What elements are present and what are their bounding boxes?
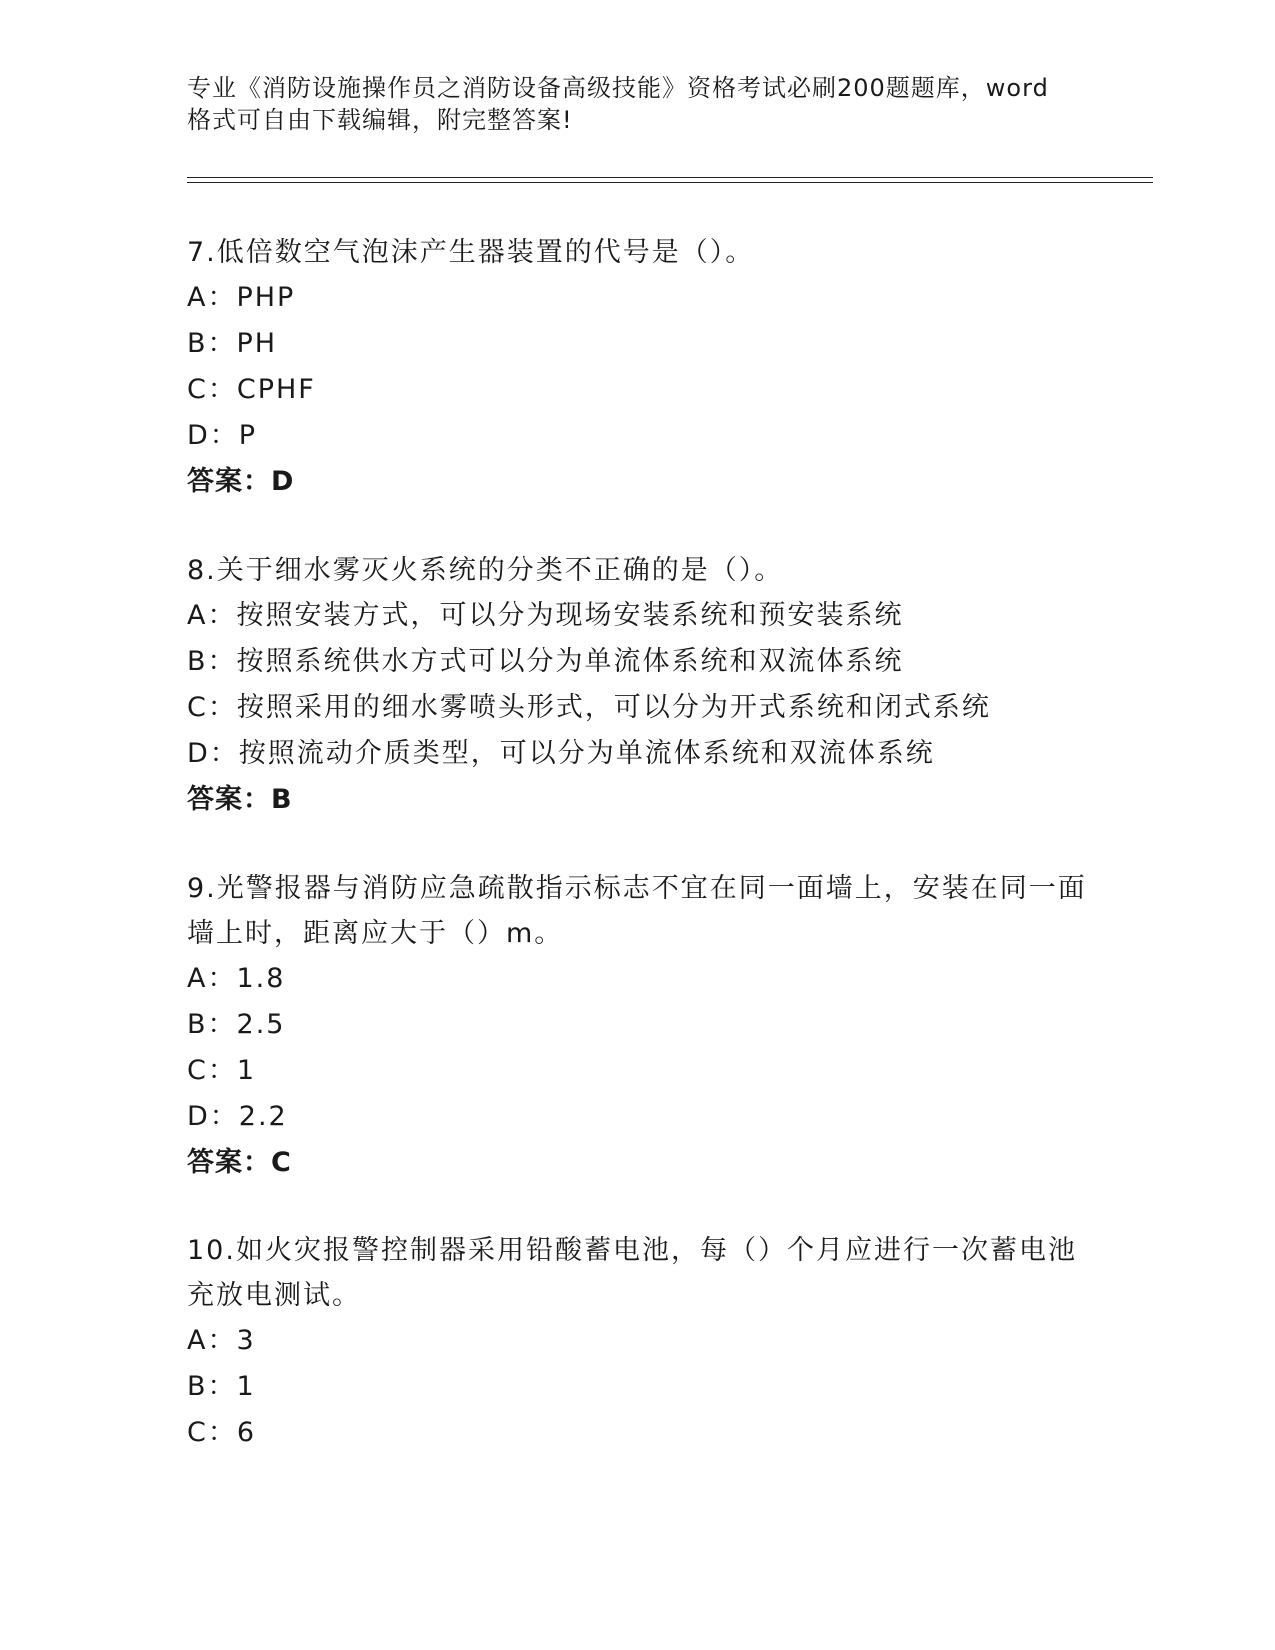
option-b: B：按照系统供水方式可以分为单流体系统和双流体系统 — [187, 646, 904, 677]
option-d: D：P — [187, 420, 258, 451]
option-c: C：1 — [187, 1055, 257, 1086]
header-divider-top — [187, 177, 1153, 178]
option-a: A：1.8 — [187, 963, 286, 994]
option-b: B：1 — [187, 1371, 256, 1402]
option-d: D：2.2 — [187, 1101, 288, 1132]
option-b: B：2.5 — [187, 1009, 286, 1040]
option-a: A：PHP — [187, 282, 296, 313]
question-7 — [187, 230, 1087, 504]
header-divider-bottom — [187, 182, 1153, 183]
option-a: A：3 — [187, 1325, 256, 1356]
option-c: C：CPHF — [187, 374, 316, 405]
question-stem: 8.关于细水雾灭火系统的分类不正确的是（）。 — [187, 555, 784, 586]
option-c: C：6 — [187, 1417, 257, 1448]
option-c: C：按照采用的细水雾喷头形式，可以分为开式系统和闭式系统 — [187, 692, 991, 723]
option-b: B：PH — [187, 328, 278, 359]
answer: 答案：B — [187, 784, 293, 815]
question-9 — [187, 866, 1087, 1185]
question-stem: 7.低倍数空气泡沫产生器装置的代号是（）。 — [187, 237, 755, 268]
option-d: D：按照流动介质类型，可以分为单流体系统和双流体系统 — [187, 738, 935, 769]
question-stem: 10.如火灾报警控制器采用铅酸蓄电池，每（）个月应进行一次蓄电池充放电测试。 — [187, 1235, 1077, 1311]
question-8 — [187, 548, 1087, 822]
question-stem: 9.光警报器与消防应急疏散指示标志不宜在同一面墙上，安装在同一面墙上时，距离应大于（）m。 — [187, 873, 1087, 949]
answer: 答案：C — [187, 1147, 292, 1178]
document-header: 专业《消防设施操作员之消防设备高级技能》资格考试必刷200题题库，word格式可自由下载编辑，附完整答案! — [187, 74, 1049, 134]
answer: 答案：D — [187, 466, 295, 497]
question-10 — [187, 1228, 1087, 1456]
option-a: A：按照安装方式，可以分为现场安装系统和预安装系统 — [187, 600, 904, 631]
